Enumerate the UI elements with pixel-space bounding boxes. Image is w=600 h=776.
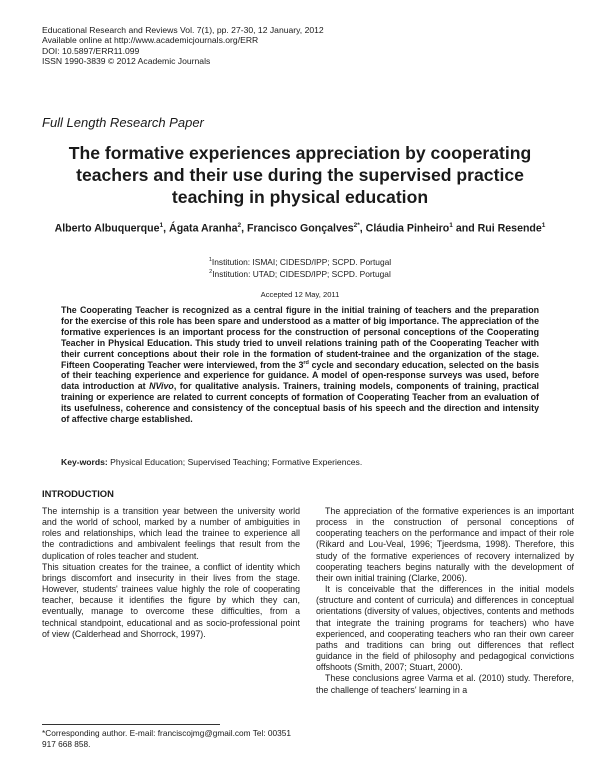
issn-line: ISSN 1990-3839 © 2012 Academic Journals xyxy=(42,56,211,67)
affiliation-item xyxy=(40,255,560,267)
author-separator: , xyxy=(163,222,170,235)
author-separator: and xyxy=(452,222,478,235)
journal-url-line: Available online at http://www.academicjournals.org/ERR xyxy=(42,35,259,46)
author-affiliation-mark: 2 xyxy=(237,222,242,229)
author-affiliation-mark: 1 xyxy=(541,222,546,229)
author-list xyxy=(44,218,556,237)
body-paragraph: The appreciation of the formative experiences is an important process in the construction of personal conceptions of cooperating teachers on the performance and impact of their role (Rikard and Lou-Veal, 1996; Tjeerdsma, 1998). Therefore, this study of the formative experiences of recovery internalized by cooperating teachers begins naturally with the development of their own initial training (Clarke, 2006). xyxy=(316,506,574,583)
author-name: Ágata Aranha xyxy=(169,222,238,235)
affiliation-mark: 2 xyxy=(209,269,213,276)
abstract xyxy=(61,305,539,425)
abstract-text: , for qualitative analysis. Trainers, training models, components of training, practical training or experience are related to current concepts of formation of Cooperating Teacher from an evaluation of its usefulness, coherence and consistency of the conceptual basis of his speech and the direction and intensity of affective charge established. xyxy=(61,381,539,425)
doi-line: DOI: 10.5897/ERR11.099 xyxy=(42,45,140,56)
body-column-right xyxy=(316,506,574,696)
abstract-text: The Cooperating Teacher is recognized as a central figure in the initial training of teachers and the preparation for the exercise of this role has been spare and understood as a matter of big importance. The appreciation of the formative experiences is an important process for the construction of personal conceptions of the Cooperating Teacher in Physical Education. This study tried to unveil relations training path of the Cooperating Teacher with their current conceptions about their role in the formation of student-trainee and the organization of the stage. Fifteen Cooperating Teacher were interviewed, from the 3 xyxy=(61,305,539,370)
keywords-text: Physical Education; Supervised Teaching; Formative Experiences. xyxy=(107,457,363,467)
author-name: Francisco Gonçalves xyxy=(247,222,354,235)
affiliation-text: Institution: ISMAI; CIDESD/IPP; SCPD. Portugal xyxy=(211,256,392,267)
software-name: NVivo xyxy=(149,381,174,392)
author-affiliation-mark: 1 xyxy=(449,222,453,229)
affiliation-mark: 1 xyxy=(208,257,212,263)
footnote-divider xyxy=(42,724,220,725)
paper-title: The formative experiences appreciation by cooperating teachers and their use during the supervised practice teaching in physical education xyxy=(68,143,532,207)
author-separator: , xyxy=(359,222,366,235)
author-separator: , xyxy=(241,222,248,235)
author-name: Alberto Albuquerque xyxy=(54,222,160,235)
journal-citation: Educational Research and Reviews Vol. 7(1), pp. 27-30, 12 January, 2012 xyxy=(42,25,324,35)
body-paragraph: It is conceivable that the differences in the initial models (structure and content of curricula) and differences in conceptual orientations (diversity of values, objectives, contents and methods that integrate the training programs for teachers) who have experienced, and cooperating teachers who ran their own career paths and traditions can bring out differences that reflect guidance in the field of philosophy and pedagogical convictions offshoots (Smith, 2007; Stuart, 2000). xyxy=(316,584,574,673)
body-column-left xyxy=(42,506,300,640)
abstract-text: cycle and secondary education, selected on the basis of their teaching experience and experience for guidance. A model of open-response surveys was used, before data introduction at xyxy=(61,359,540,392)
abstract-ordinal-suffix: rd xyxy=(303,359,309,366)
affiliation-item xyxy=(40,267,560,279)
author-affiliation-mark: 1 xyxy=(159,222,164,229)
journal-header xyxy=(42,25,324,67)
body-paragraph: The internship is a transition year between the university world and the world of school, marked by a number of ambiguities in roles and relationships, which lead the trainee to experience all the contradictions and ambivalent feelings that result from the duplication of roles teacher and student. xyxy=(42,506,300,561)
affiliation-list xyxy=(40,255,560,280)
section-heading-introduction: INTRODUCTION xyxy=(42,488,114,499)
body-paragraph: This situation creates for the trainee, a conflict of identity which brings discomfort and insecurity in their lives from the stage. However, students' trainees value highly the role of cooperating teacher, because it identifies the figure by which they can, eventually, manage to overcome these difficulties, from a technical standpoint, educational and as socio-professional point of view (Calderhead and Shorrock, 1997). xyxy=(42,561,300,639)
keywords-label: Key-words: xyxy=(61,457,108,467)
body-paragraph: These conclusions agree Varma et al. (2010) study. Therefore, the challenge of teachers' learning in a xyxy=(316,673,574,695)
corresponding-author-footnote: *Corresponding author. E-mail: franciscojmg@gmail.com Tel: 00351 917 668 858. xyxy=(42,728,291,749)
keywords xyxy=(61,457,539,467)
author-affiliation-mark: 2* xyxy=(353,222,360,229)
affiliation-text: Institution: UTAD; CIDESD/IPP; SCPD. Portugal xyxy=(212,269,391,280)
accepted-date: Accepted 12 May, 2011 xyxy=(260,290,340,299)
author-name: Cláudia Pinheiro xyxy=(365,222,450,235)
author-name: Rui Resende xyxy=(477,222,542,235)
article-type: Full Length Research Paper xyxy=(42,115,204,130)
